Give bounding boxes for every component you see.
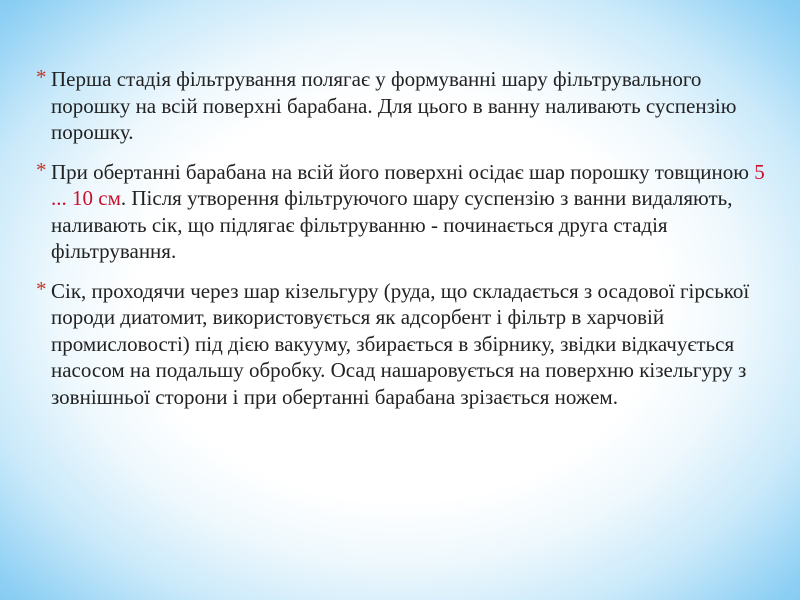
thickness-highlight: 5 ... 10 см — [51, 159, 765, 210]
bullet-item-1 — [30, 66, 775, 146]
bullet-text-2-before: При обертанні барабана на всій його поверхні осідає шар порошку товщиною — [51, 159, 755, 184]
asterisk-icon: * — [36, 65, 47, 89]
asterisk-icon: * — [36, 276, 47, 301]
bullet-text-1: Перша стадія фільтрування полягає у формуванні шару фільтрувального порошку на всій поверхні барабана. Для цього в ванну наливають суспензію порошку. — [51, 67, 737, 144]
bullet-item-3 — [30, 278, 775, 411]
bullet-item-2 — [30, 159, 775, 265]
slide-content — [30, 66, 775, 410]
bullet-text-2-after: . Після утворення фільтруючого шару суспензію з ванни видаляють, наливають сік, що підлягає фільтруванню - починається друга стадія фільтрування. — [51, 186, 733, 263]
asterisk-icon: * — [36, 157, 47, 182]
bullet-text-3: Сік, проходячи через шар кізельгуру (руда, що складається з осадової гірської породи диатомит, використовується як адсорбент і фільтр в харчовій промисловості) під дією вакууму, збирається в збірнику, звідки відкачується насосом на подальшу обробку. Осад нашаровується на поверхню кізельгуру з зовнішньої сторони і при обертанні барабана зрізається ножем. — [51, 278, 750, 409]
